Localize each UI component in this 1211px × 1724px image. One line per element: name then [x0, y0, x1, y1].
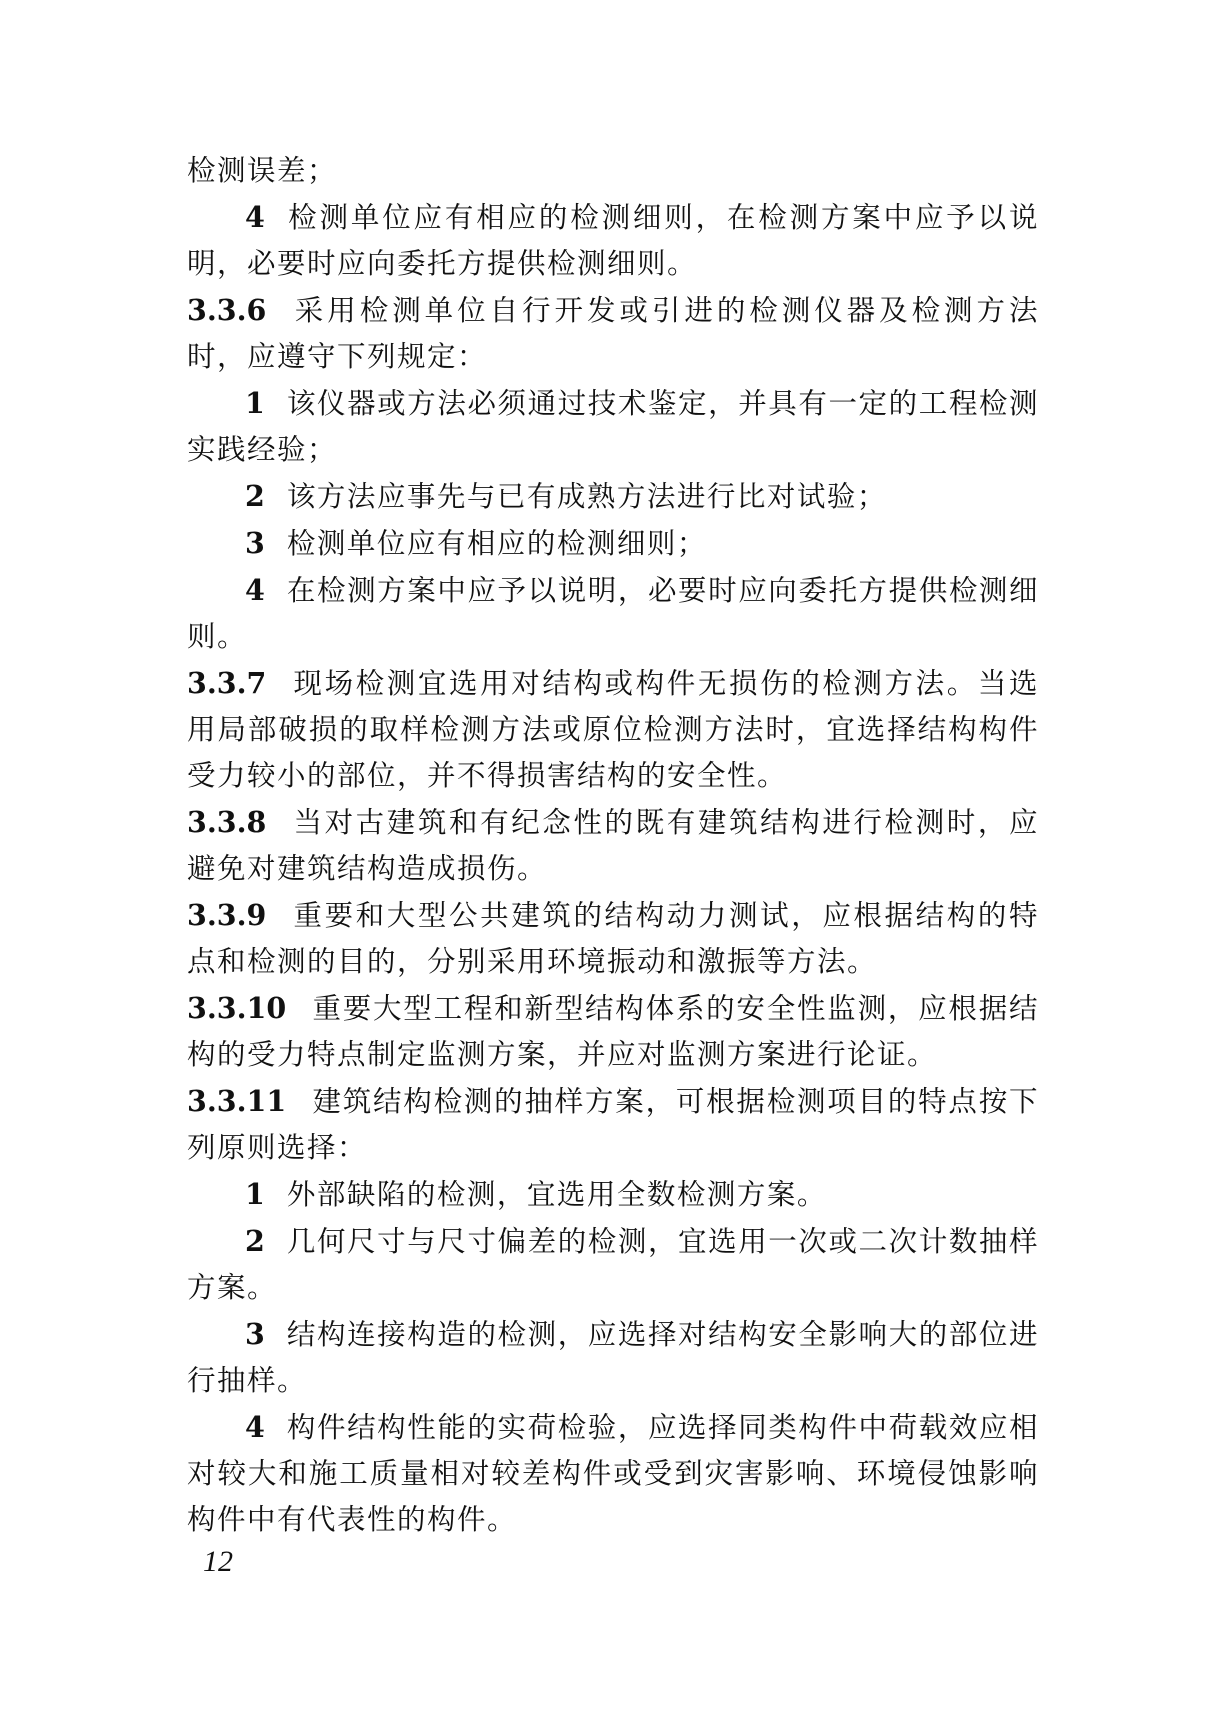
item-number: 1 — [245, 1177, 265, 1211]
list-item — [187, 1311, 1039, 1404]
list-item — [187, 473, 1039, 520]
clause-number: 3.3.11 — [187, 1084, 287, 1118]
item-text: 该方法应事先与已有成熟方法进行比对试验； — [286, 480, 887, 513]
clause-text: 现场检测宜选用对结构或构件无损伤的检测方法。当选用局部破损的取样检测方法或原位检测方法时，宜选择结构构件受力较小的部位，并不得损害结构的安全性。 — [187, 667, 1039, 792]
list-item — [187, 194, 1039, 287]
item-number: 3 — [245, 1317, 265, 1351]
clause-paragraph — [187, 1078, 1039, 1171]
item-number: 2 — [245, 1224, 265, 1258]
clause-paragraph — [187, 985, 1039, 1078]
list-item — [187, 1218, 1039, 1311]
item-text: 检测单位应有相应的检测细则； — [286, 527, 707, 560]
clause-text: 采用检测单位自行开发或引进的检测仪器及检测方法时，应遵守下列规定： — [187, 294, 1039, 373]
list-item — [187, 1404, 1039, 1543]
item-number: 4 — [245, 1410, 265, 1444]
clause-number: 3.3.9 — [187, 898, 267, 932]
page-body — [187, 148, 1039, 1543]
paragraph-continuation — [187, 148, 1039, 194]
item-number: 4 — [245, 573, 265, 607]
item-text: 检测单位应有相应的检测细则，在检测方案中应予以说明，必要时应向委托方提供检测细则。 — [187, 201, 1039, 280]
clause-text: 重要和大型公共建筑的结构动力测试，应根据结构的特点和检测的目的，分别采用环境振动和激振等方法。 — [187, 899, 1039, 978]
clause-text: 当对古建筑和有纪念性的既有建筑结构进行检测时，应避免对建筑结构造成损伤。 — [187, 806, 1039, 885]
list-item — [187, 520, 1039, 567]
item-text: 构件结构性能的实荷检验，应选择同类构件中荷载效应相对较大和施工质量相对较差构件或受到灾害影响、环境侵蚀影响构件中有代表性的构件。 — [187, 1411, 1039, 1536]
item-text: 在检测方案中应予以说明，必要时应向委托方提供检测细则。 — [187, 574, 1039, 653]
clause-number: 3.3.6 — [187, 293, 267, 327]
clause-paragraph — [187, 660, 1039, 799]
clause-number: 3.3.7 — [187, 666, 267, 700]
item-text: 几何尺寸与尺寸偏差的检测，宜选用一次或二次计数抽样方案。 — [187, 1225, 1039, 1304]
item-number: 2 — [245, 479, 265, 513]
clause-paragraph — [187, 799, 1039, 892]
item-number: 1 — [245, 386, 265, 420]
item-text: 外部缺陷的检测，宜选用全数检测方案。 — [286, 1178, 827, 1211]
clause-paragraph — [187, 892, 1039, 985]
list-item — [187, 380, 1039, 473]
page-number: 12 — [203, 1545, 233, 1578]
list-item — [187, 567, 1039, 660]
item-number: 3 — [245, 526, 265, 560]
item-text: 结构连接构造的检测，应选择对结构安全影响大的部位进行抽样。 — [187, 1318, 1039, 1397]
paragraph-text: 检测误差； — [187, 154, 338, 187]
clause-number: 3.3.10 — [187, 991, 287, 1025]
item-number: 4 — [245, 200, 265, 234]
item-text: 该仪器或方法必须通过技术鉴定，并具有一定的工程检测实践经验； — [187, 387, 1039, 466]
clause-text: 重要大型工程和新型结构体系的安全性监测，应根据结构的受力特点制定监测方案，并应对监测方案进行论证。 — [187, 992, 1039, 1071]
list-item — [187, 1171, 1039, 1218]
clause-text: 建筑结构检测的抽样方案，可根据检测项目的特点按下列原则选择： — [187, 1085, 1039, 1164]
clause-paragraph — [187, 287, 1039, 380]
clause-number: 3.3.8 — [187, 805, 267, 839]
